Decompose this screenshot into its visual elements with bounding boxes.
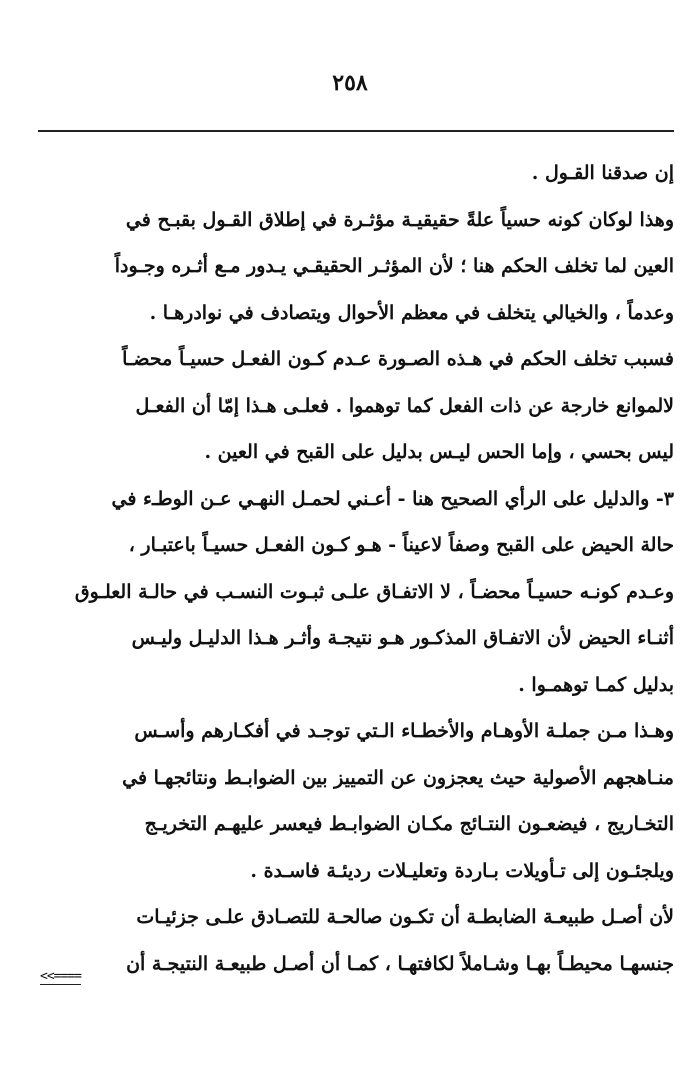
continuation-mark: <<==== xyxy=(40,969,81,984)
text-line: التخـاريج ، فيضعـون النتـائج مكـان الضوابـط فيعسر عليهـم التخريـج xyxy=(144,813,674,835)
text-line: منـاهجهم الأصولية حيث يعجزون عن التمييز بين الضوابـط ونتائجهـا في xyxy=(122,766,674,789)
text-line: إن صدقنا القـول . xyxy=(531,162,674,184)
text-line: وهذا لوكان كونه حسياً علةً حقيقيـة مؤثـرة في إطلاق القـول بقبـح في xyxy=(125,208,674,231)
body-text xyxy=(38,150,674,987)
text-line: العين لما تخلف الحكم هنا ؛ لأن المؤثـر الحقيقـي يـدور مـع أثـره وجـوداً xyxy=(114,255,674,277)
header-rule xyxy=(38,130,674,132)
text-line: فسبب تخلف الحكم في هـذه الصـورة عـدم كـون الفعـل حسيـاً محضـاً xyxy=(122,348,674,370)
text-line: جنسهـا محيطـاً بهـا وشـاملاً لكافتهـا ، كمـا أن أصـل طبيعـة النتيجـة أن xyxy=(126,952,674,975)
text-line: وهـذا مـن جملـة الأوهـام والأخطـاء الـتي توجـد في أفكـارهم وأسـس xyxy=(134,720,674,742)
text-line: أثنـاء الحيض لأن الاتفـاق المذكـور هـو نتيجـة وأثـر هـذا الدليـل وليـس xyxy=(131,627,674,649)
text-line: ويلجئـون إلى تـأويلات بـاردة وتعليـلات رديئـة فاسـدة . xyxy=(250,859,674,882)
text-line: ليس بحسي ، وإما الحس ليـس بدليل على القبح في العين . xyxy=(204,441,674,463)
text-line: وعـدم كونـه حسيـاً محضـاً ، لا الاتفـاق علـى ثبـوت النسـب في حالـة العلـوق xyxy=(74,580,674,603)
text-line: لأن أصـل طبيعـة الضابطـة أن تكـون صالحـة للتصـادق علـى جزئيـات xyxy=(136,906,674,928)
page-number: ٢٥٨ xyxy=(332,70,368,96)
text-line: لالموانع خارجة عن ذات الفعل كما توهموا . فعلـى هـذا إمّا أن الفعـل xyxy=(135,394,674,417)
text-line: ٣- والدليل على الرأي الصحيح هنا - أعـني لحمـل النهـي عـن الوطـء في xyxy=(111,487,674,510)
text-line: حالة الحيض على القبح وصفاً لاعيناً - هـو كـون الفعـل حسيـاً باعتبـار ، xyxy=(128,534,674,556)
text-line: بدليل كمـا توهمـوا . xyxy=(518,673,674,696)
text-line: وعدماً ، والخيالي يتخلف في معظم الأحوال ويتصادف في نوادرهـا . xyxy=(149,301,674,324)
